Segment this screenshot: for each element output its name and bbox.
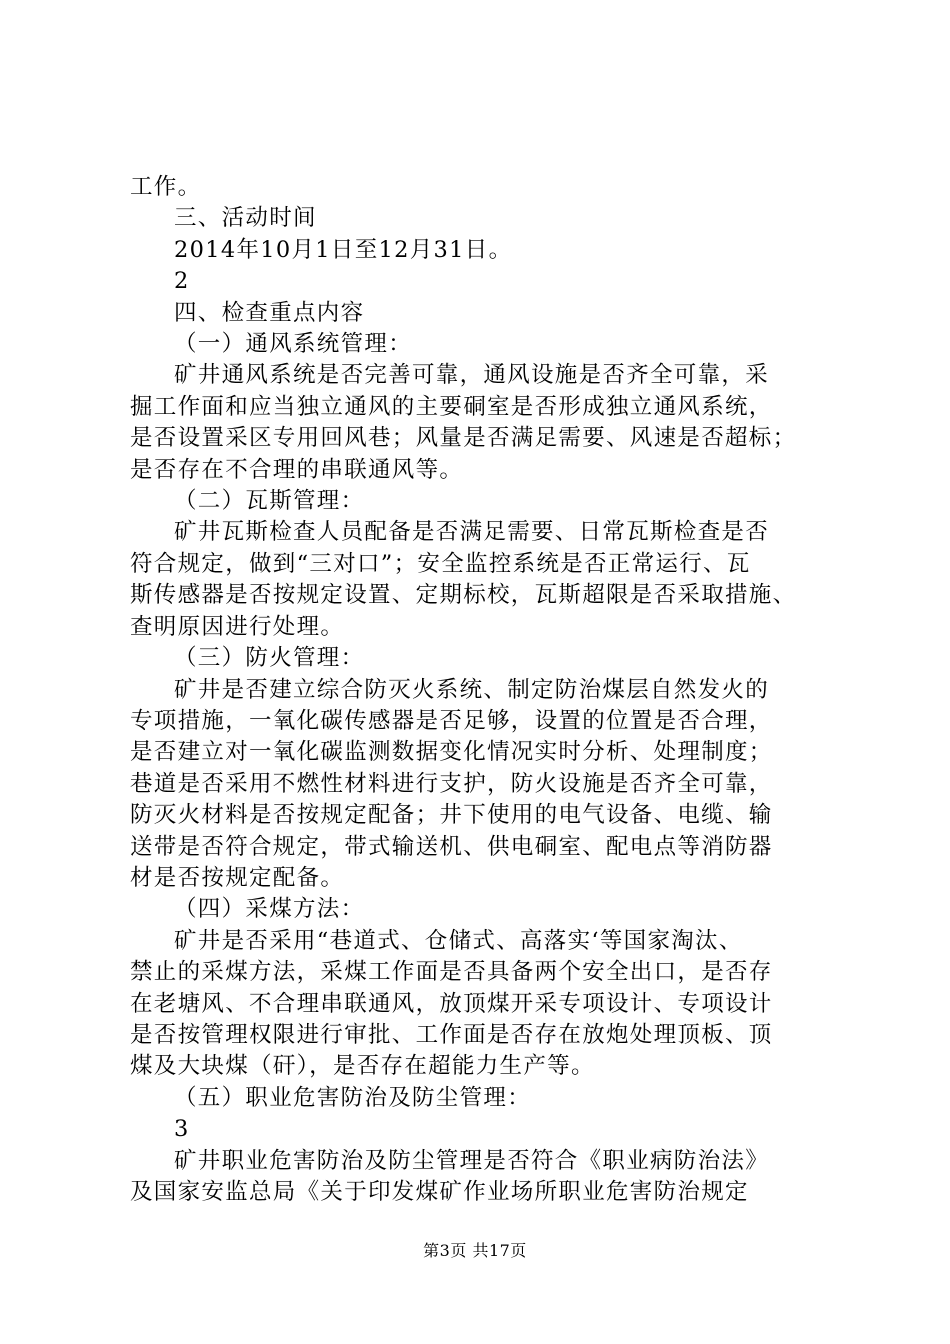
text-line: 矿井通风系统是否完善可靠，通风设施是否齐全可靠，采 — [174, 362, 770, 389]
text-line: 禁止的采煤方法，采煤工作面是否具备两个安全出口，是否存 — [130, 959, 773, 986]
text-line: 是否按管理权限进行审批、工作面是否存在放炮处理顶板、顶 — [130, 1021, 773, 1048]
subsection-heading-ventilation: （一）通风系统管理： — [174, 331, 413, 358]
text-line: 材是否按规定配备。 — [130, 864, 345, 891]
text-line: 是否设置采区专用回风巷；风量是否满足需要、风速是否超标； — [130, 425, 797, 452]
text-line: 巷道是否采用不燃性材料进行支护，防火设施是否齐全可靠， — [130, 770, 773, 797]
text-line: 查明原因进行处理。 — [130, 613, 345, 640]
page-footer: 第3页 共17页 — [423, 1241, 527, 1260]
text-line: 及国家安监总局《关于印发煤矿作业场所职业危害防治规定 — [130, 1179, 749, 1205]
subsection-heading-occupational-hazard: （五）职业危害防治及防尘管理： — [174, 1084, 532, 1111]
text-line: 符合规定，做到“三对口”；安全监控系统是否正常运行、瓦 — [130, 550, 751, 577]
text-line: 矿井是否建立综合防灭火系统、制定防治煤层自然发火的 — [174, 676, 770, 703]
text-line: 斯传感器是否按规定设置、定期标校，瓦斯超限是否采取措施、 — [130, 582, 797, 609]
text-line: 防灭火材料是否按规定配备；井下使用的电气设备、电缆、输 — [130, 802, 773, 829]
text-line: 专项措施，一氧化碳传感器是否足够，设置的位置是否合理， — [130, 707, 773, 734]
page-marker: 3 — [174, 1116, 190, 1143]
page-marker: 2 — [174, 268, 190, 295]
text-line: 送带是否符合规定，带式输送机、供电硐室、配电点等消防器 — [130, 833, 773, 860]
subsection-heading-fire-prevention: （三）防火管理： — [174, 645, 365, 672]
text-line: 工作。 — [130, 174, 202, 200]
subsection-heading-mining-method: （四）采煤方法： — [174, 896, 365, 923]
activity-date-range: 2014年10月1日至12月31日。 — [174, 236, 513, 263]
text-line: 矿井瓦斯检查人员配备是否满足需要、日常瓦斯检查是否 — [174, 519, 770, 546]
text-line: 掘工作面和应当独立通风的主要硐室是否形成独立通风系统， — [130, 393, 773, 420]
subsection-heading-gas: （二）瓦斯管理： — [174, 488, 365, 515]
text-line: 煤及大块煤（矸），是否存在超能力生产等。 — [130, 1053, 595, 1080]
text-line: 矿井职业危害防治及防尘管理是否符合《职业病防治法》 — [174, 1147, 770, 1174]
text-line: 是否存在不合理的串联通风等。 — [130, 456, 464, 483]
text-line: 是否建立对一氧化碳监测数据变化情况实时分析、处理制度； — [130, 739, 773, 766]
section-heading-activity-time: 三、活动时间 — [174, 205, 317, 232]
text-line: 在老塘风、不合理串联通风，放顶煤开采专项设计、专项设计 — [130, 990, 773, 1017]
document-body — [130, 172, 830, 1208]
text-line: 矿井是否采用“巷道式、仓储式、高落实‘等国家淘汰、 — [174, 927, 743, 954]
section-heading-inspection-focus: 四、检查重点内容 — [174, 299, 365, 326]
